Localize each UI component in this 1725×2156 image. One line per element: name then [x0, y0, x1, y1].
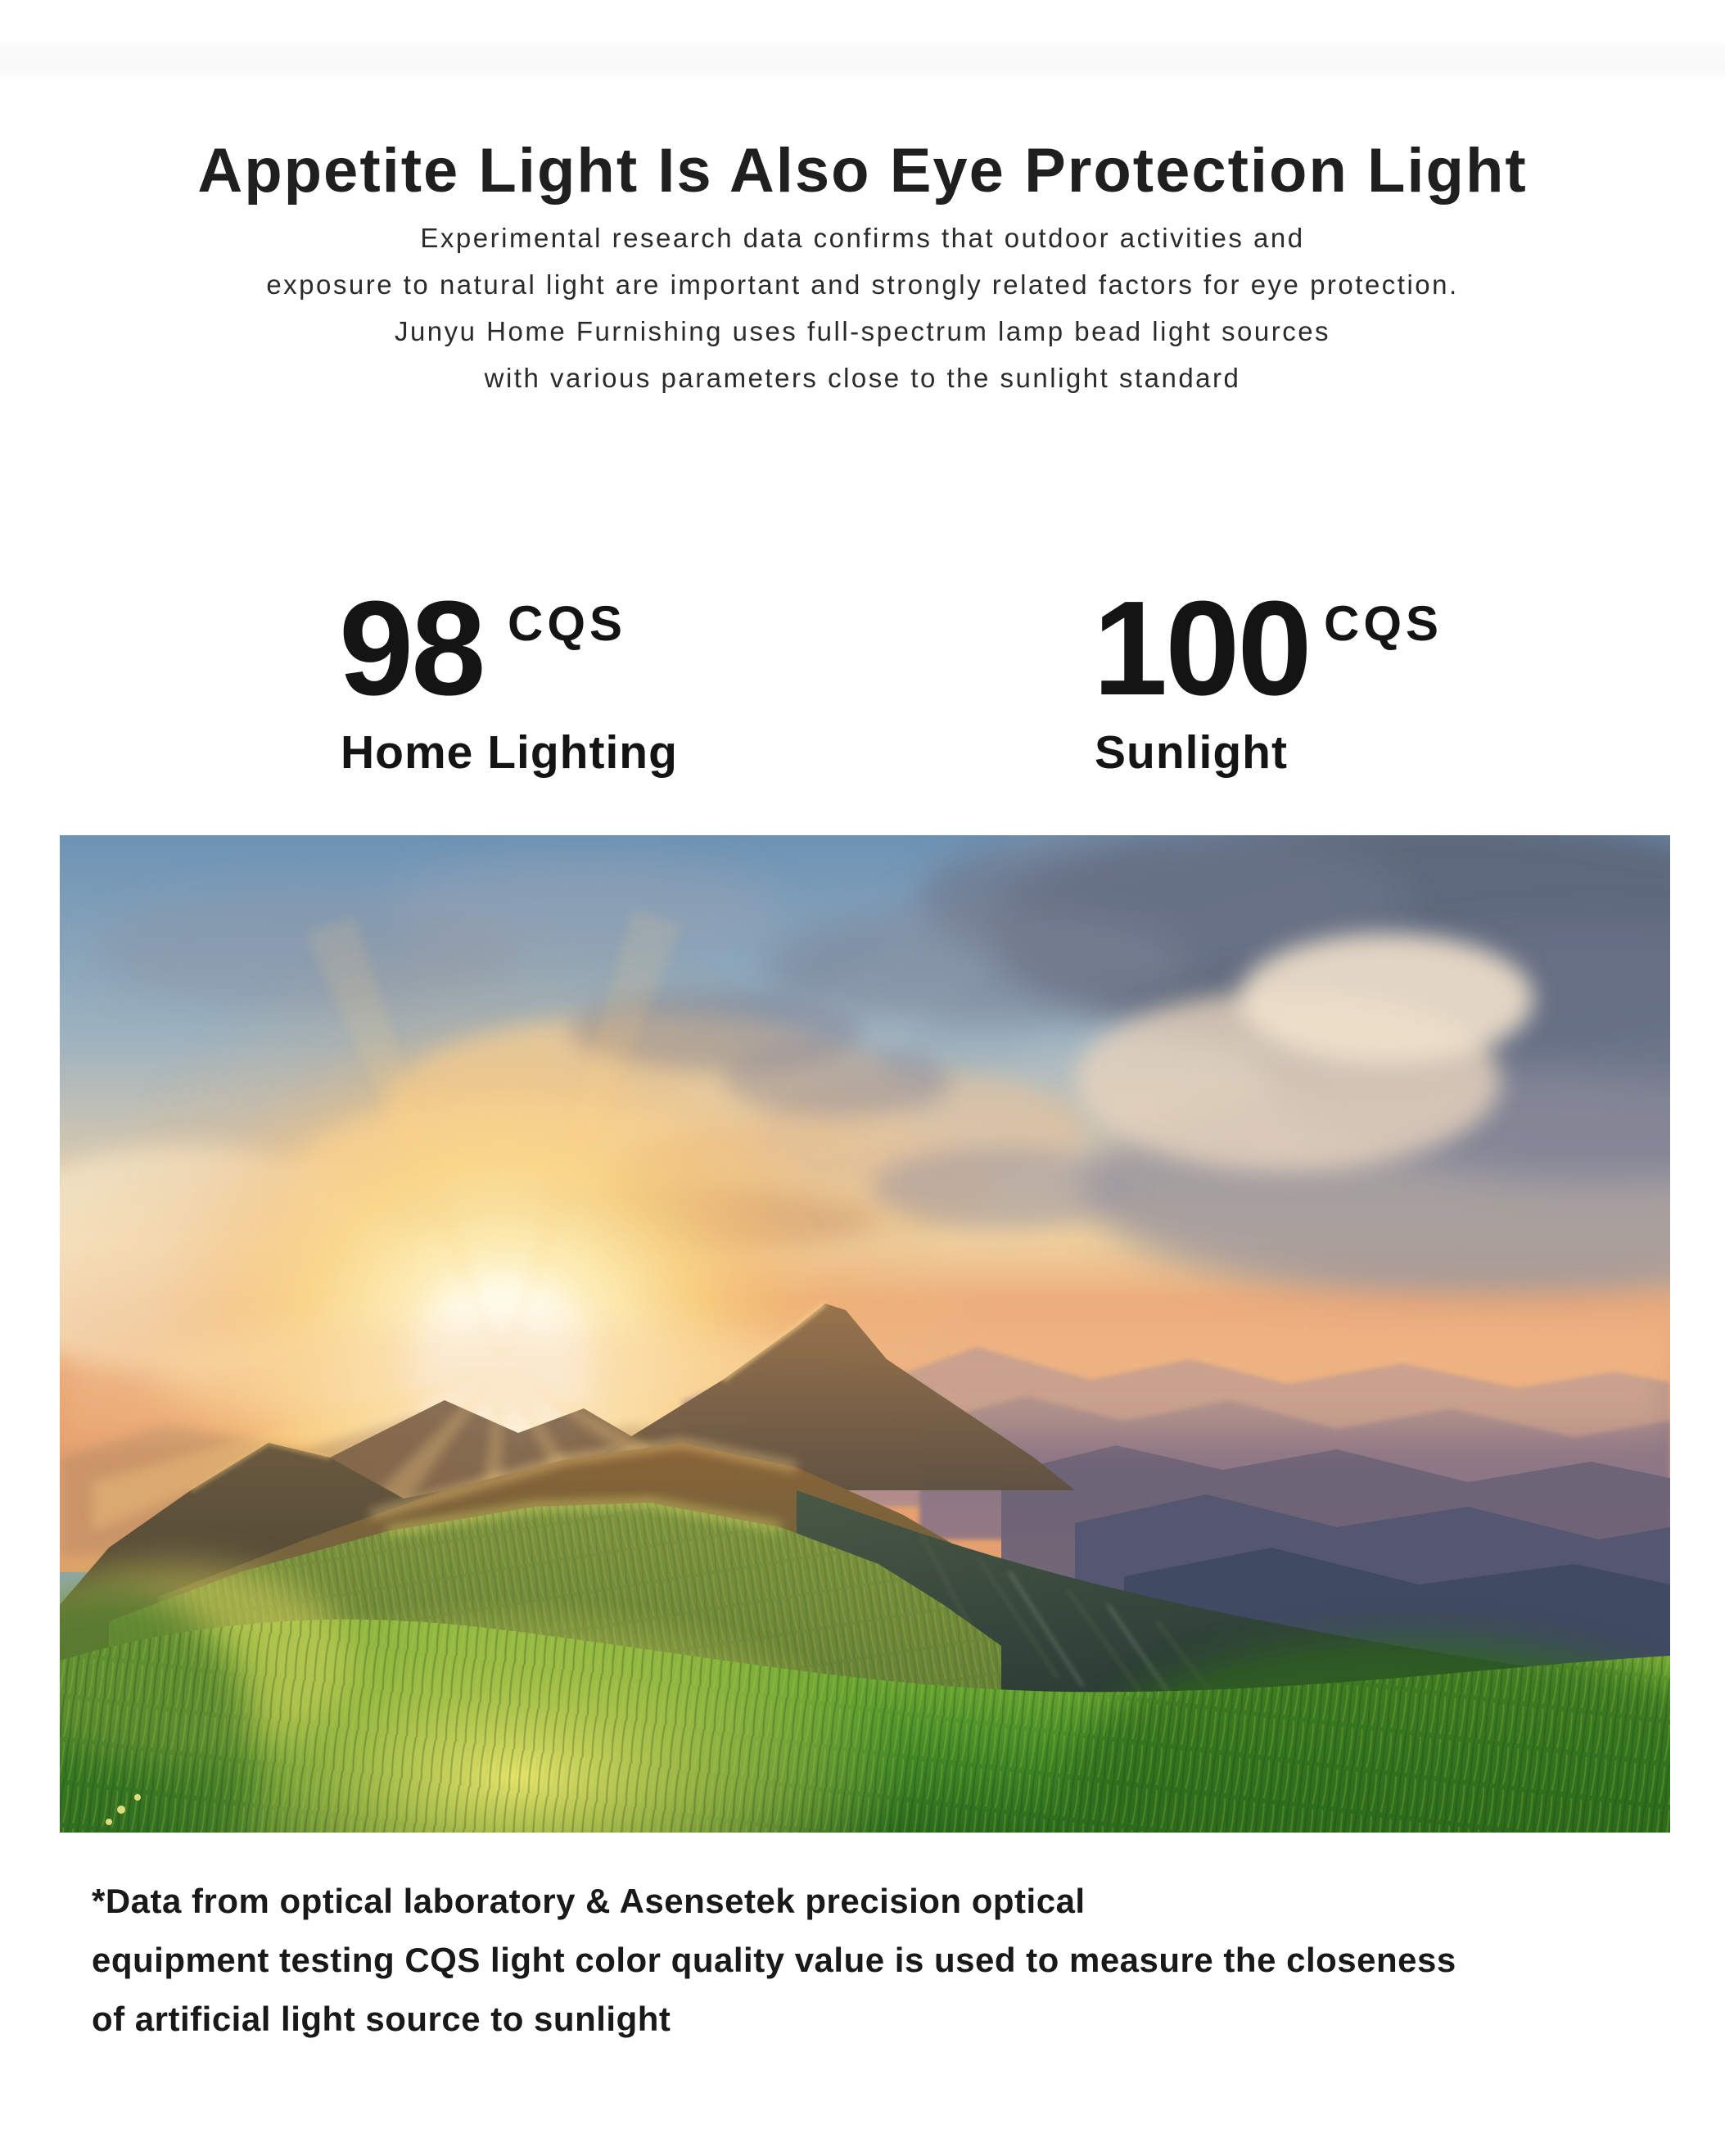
stat-home-lighting — [339, 573, 797, 811]
stat-unit: CQS — [1324, 596, 1443, 651]
stat-value: 98 — [339, 573, 484, 723]
sunset-landscape-illustration — [60, 835, 1670, 1833]
intro-line: Junyu Home Furnishing uses full-spectrum lamp bead light sources — [394, 316, 1331, 346]
intro-paragraph — [0, 215, 1725, 401]
hero-photo — [60, 835, 1670, 1833]
stat-value: 100 — [1093, 573, 1310, 723]
intro-line: Experimental research data confirms that outdoor activities and — [420, 223, 1305, 253]
footnote-line: *Data from optical laboratory & Asensetek precision optical — [92, 1882, 1086, 1920]
footnote-line: of artificial light source to sunlight — [92, 2000, 671, 2038]
stat-unit: CQS — [508, 596, 627, 651]
intro-line: with various parameters close to the sunlight standard — [484, 363, 1241, 393]
stat-label: Home Lighting — [341, 726, 678, 779]
stat-label: Sunlight — [1095, 726, 1288, 779]
stat-sunlight — [1093, 573, 1551, 811]
faint-artifact-band — [0, 43, 1725, 79]
footnote-line: equipment testing CQS light color quality value is used to measure the closeness — [92, 1941, 1456, 1979]
footnote — [92, 1872, 1688, 2049]
page-title: Appetite Light Is Also Eye Protection Light — [197, 135, 1528, 206]
intro-line: exposure to natural light are important and strongly related factors for eye protection. — [266, 269, 1459, 300]
